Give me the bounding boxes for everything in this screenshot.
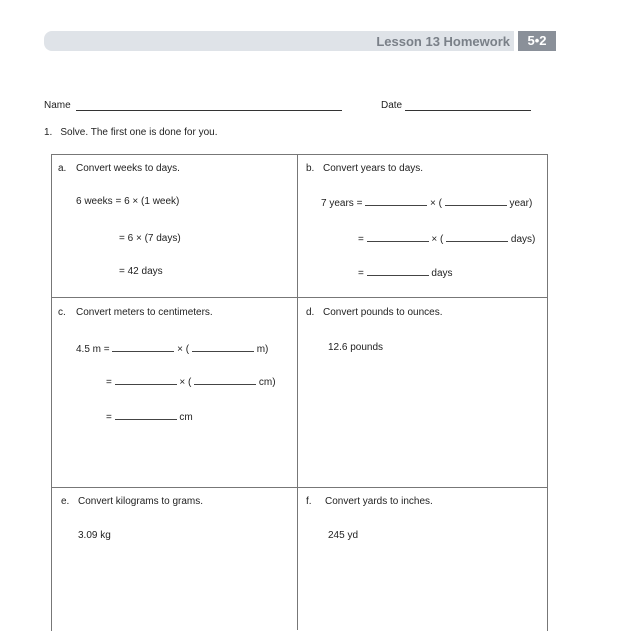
problem-d-value: 12.6 pounds xyxy=(328,342,384,353)
problem-grid xyxy=(51,154,548,631)
problem-f-letter: f. xyxy=(306,496,312,507)
problem-e-letter: e. xyxy=(61,496,70,507)
answer-blank[interactable] xyxy=(445,196,507,206)
answer-blank[interactable] xyxy=(367,232,429,242)
grid-divider-vertical xyxy=(297,154,298,630)
grade-module-badge: 5•2 xyxy=(518,31,556,51)
problem-a-letter: a. xyxy=(58,163,67,174)
problem-c-letter: c. xyxy=(58,307,66,318)
problem-c-line2: = × ( cm) xyxy=(106,377,276,388)
problem-b-line1: 7 years = × ( year) xyxy=(321,198,533,209)
problem-c-line1: 4.5 m = × ( m) xyxy=(76,344,269,355)
lesson-title: Lesson 13 Homework xyxy=(376,34,510,49)
name-label: Name xyxy=(44,100,71,111)
answer-blank[interactable] xyxy=(365,196,427,206)
problem-a-prompt: Convert weeks to days. xyxy=(76,163,180,174)
date-label: Date xyxy=(381,100,403,111)
date-field[interactable] xyxy=(405,110,531,111)
grid-divider-row-1 xyxy=(51,297,547,298)
problem-a-line3: = 42 days xyxy=(119,266,163,277)
answer-blank[interactable] xyxy=(194,375,256,385)
problem-b-prompt: Convert years to days. xyxy=(323,163,424,174)
question-number: 1. xyxy=(44,127,53,138)
answer-blank[interactable] xyxy=(115,375,177,385)
problem-a-line1: 6 weeks = 6 × (1 week) xyxy=(76,196,180,207)
question-instruction xyxy=(44,127,217,138)
problem-d-prompt: Convert pounds to ounces. xyxy=(323,307,443,318)
problem-b-letter: b. xyxy=(306,163,315,174)
problem-b-line3: = days xyxy=(358,268,453,279)
answer-blank[interactable] xyxy=(112,342,174,352)
name-field[interactable] xyxy=(76,110,342,111)
problem-c-prompt: Convert meters to centimeters. xyxy=(76,307,213,318)
problem-a-line2: = 6 × (7 days) xyxy=(119,233,181,244)
problem-e-value: 3.09 kg xyxy=(78,530,111,541)
question-text: Solve. The first one is done for you. xyxy=(60,127,218,138)
answer-blank[interactable] xyxy=(446,232,508,242)
problem-e-prompt: Convert kilograms to grams. xyxy=(78,496,204,507)
problem-c-line3: = cm xyxy=(106,412,193,423)
answer-blank[interactable] xyxy=(115,410,177,420)
answer-blank[interactable] xyxy=(192,342,254,352)
problem-f-value: 245 yd xyxy=(328,530,359,541)
problem-f-prompt: Convert yards to inches. xyxy=(325,496,433,507)
problem-b-line2: = × ( days) xyxy=(358,234,536,245)
grid-divider-row-2 xyxy=(51,487,547,488)
problem-d-letter: d. xyxy=(306,307,315,318)
answer-blank[interactable] xyxy=(367,266,429,276)
